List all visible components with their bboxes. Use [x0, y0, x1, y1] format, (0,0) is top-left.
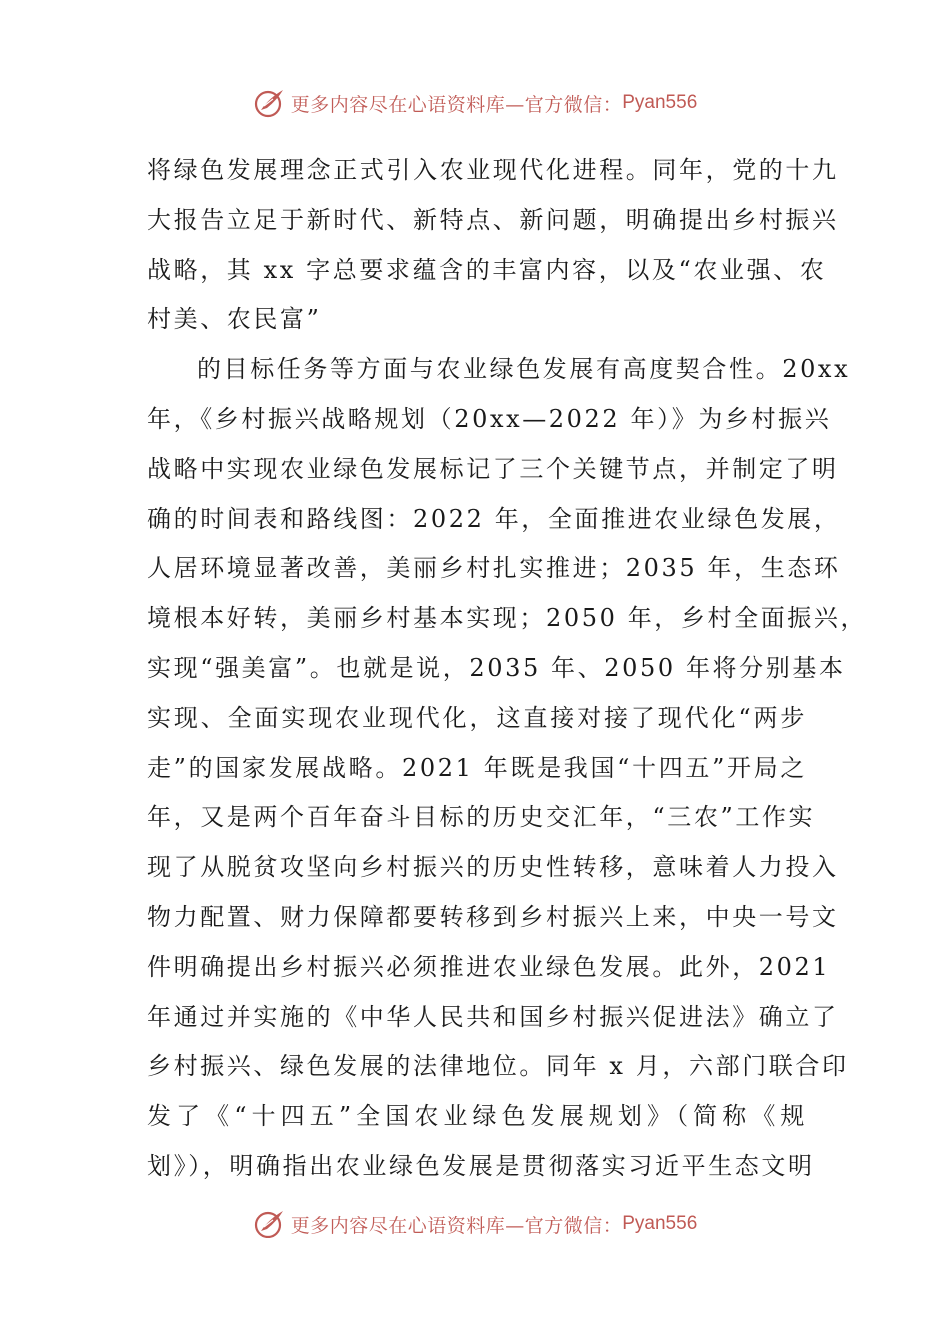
watermark-text: 更多内容尽在心语资料库—官方微信： — [290, 1214, 623, 1237]
watermark-handle: Pyan556 — [622, 1213, 698, 1234]
header-watermark — [0, 83, 950, 123]
body-line: 确的时间表和路线图：2022 年，全面推进农业绿色发展， — [147, 504, 841, 533]
body-line: 发了《“十四五”全国农业绿色发展规划》（简称《规 — [147, 1102, 807, 1131]
body-line: 战略，其 xx 字总要求蕴含的丰富内容，以及“农业强、农 — [147, 255, 827, 284]
body-line: 年通过并实施的《中华人民共和国乡村振兴促进法》确立了 — [147, 1002, 839, 1031]
body-line: 村美、农民富” — [147, 305, 322, 334]
watermark-handle: Pyan556 — [622, 92, 698, 113]
body-line: 件明确提出乡村振兴必须推进农业绿色发展。此外，2021 — [147, 952, 831, 981]
body-line: 实现、全面实现农业现代化，这直接对接了现代化“两步 — [147, 703, 807, 732]
body-line: 大报告立足于新时代、新特点、新问题，明确提出乡村振兴 — [147, 205, 839, 234]
watermark-text: 更多内容尽在心语资料库—官方微信： — [290, 93, 623, 116]
quill-logo-icon — [253, 86, 287, 120]
body-line: 年，《乡村振兴战略规划（20xx—2022 年）》为乡村振兴 — [147, 404, 832, 433]
footer-watermark — [0, 1204, 950, 1238]
body-line: 年，又是两个百年奋斗目标的历史交汇年，“三农”工作实 — [147, 803, 816, 832]
body-line: 乡村振兴、绿色发展的法律地位。同年 x 月，六部门联合印 — [147, 1052, 849, 1081]
body-line: 的目标任务等方面与农业绿色发展有高度契合性。20xx — [197, 355, 851, 384]
body-line: 物力配置、财力保障都要转移到乡村振兴上来，中央一号文 — [147, 902, 839, 931]
body-line: 人居环境显著改善，美丽乡村扎实推进；2035 年，生态环 — [147, 554, 841, 583]
body-line: 境根本好转，美丽乡村基本实现；2050 年，乡村全面振兴， — [147, 604, 868, 633]
body-line: 划》），明确指出农业绿色发展是贯彻落实习近平生态文明 — [147, 1151, 815, 1180]
body-line: 实现“强美富”。也就是说，2035 年、2050 年将分别基本 — [147, 653, 846, 682]
body-line: 现了从脱贫攻坚向乡村振兴的历史性转移，意味着人力投入 — [147, 853, 839, 882]
body-line: 走”的国家发展战略。2021 年既是我国“十四五”开局之 — [147, 753, 807, 782]
quill-logo-icon — [253, 1207, 287, 1238]
body-line: 战略中实现农业绿色发展标记了三个关键节点，并制定了明 — [147, 454, 839, 483]
document-body — [147, 146, 868, 1192]
body-line: 将绿色发展理念正式引入农业现代化进程。同年，党的十九 — [147, 156, 839, 184]
